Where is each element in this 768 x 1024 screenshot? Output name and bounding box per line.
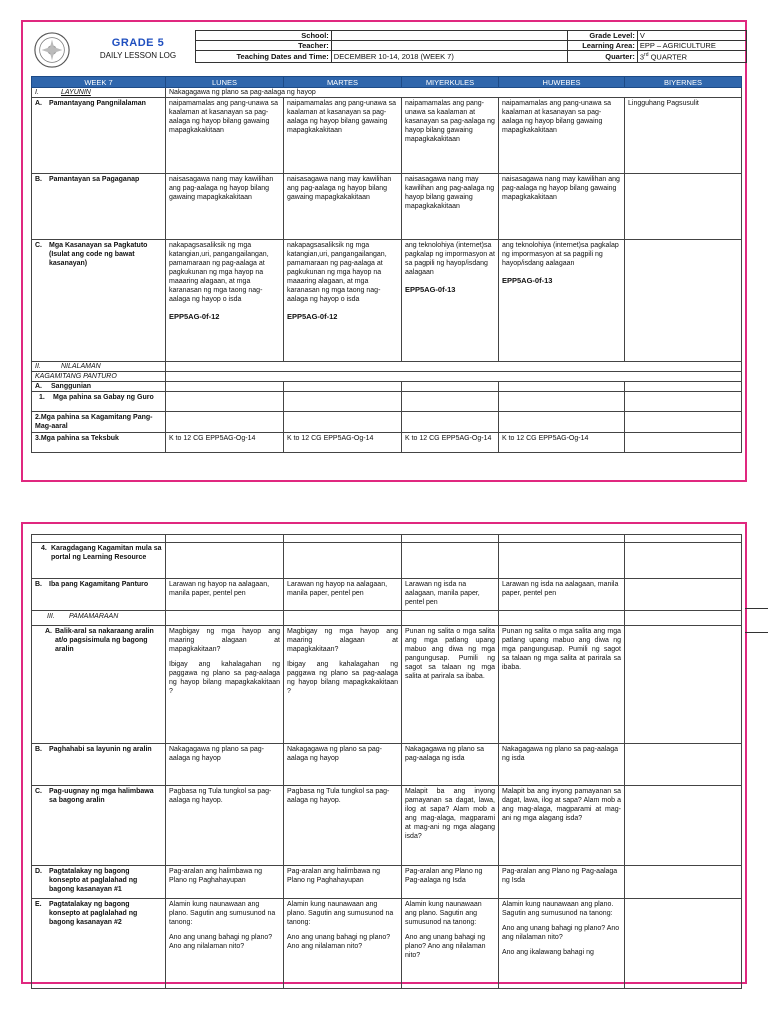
teksbuk-label: 3.Mga pahina sa Teksbuk bbox=[32, 433, 166, 453]
col-biyernes: BIYERNES bbox=[625, 77, 742, 88]
col-martes: MARTES bbox=[284, 77, 402, 88]
school-label: School: bbox=[196, 31, 332, 41]
row-label: A. Pamantayang Pangnilalaman bbox=[32, 98, 166, 174]
gabay-label: 1. Mga pahina sa Gabay ng Guro bbox=[32, 392, 166, 412]
table-row bbox=[32, 579, 742, 611]
cell-miyerkules: Larawan ng isda na aalagaan, manila paper, pentel pen bbox=[402, 579, 499, 611]
table-row bbox=[32, 240, 742, 362]
col-week: WEEK 7 bbox=[32, 77, 166, 88]
cell-miyerkules: Alamin kung naunawaan ang plano. Sagutin ang sumusunod na tanong: Ano ang unang bahagi ng plano? Ano ang nilalaman nito? bbox=[402, 899, 499, 989]
cell-martes: Larawan ng hayop na aalagaan, manila paper, pentel pen bbox=[284, 579, 402, 611]
row-label: B. Pamantayan sa Pagaganap bbox=[32, 174, 166, 240]
cell-lunes: naisasagawa nang may kawilihan ang pag-aalaga ng hayop bilang gawaing mapagkakakitaan bbox=[166, 174, 284, 240]
header-info-table bbox=[195, 30, 747, 63]
table-row bbox=[32, 174, 742, 240]
lesson-table-page-1 bbox=[31, 76, 742, 453]
pamamaraan-label: III. PAMAMARAAN bbox=[32, 611, 166, 626]
teacher-label: Teacher: bbox=[196, 41, 332, 51]
table-row bbox=[32, 98, 742, 174]
cell-huwebes: naisasagawa nang may kawilihan ang pag-aalaga ng hayop bilang gawaing mapagkakakitaan bbox=[499, 174, 625, 240]
layunin-label: I. LAYUNIN bbox=[32, 88, 166, 98]
cell-lunes: K to 12 CG EPP5AG-Og-14 bbox=[166, 433, 284, 453]
cell-martes: Pag-aralan ang halimbawa ng Plano ng Paghahayupan bbox=[284, 866, 402, 899]
margin-rule bbox=[745, 632, 768, 633]
lesson-log-page-1 bbox=[21, 20, 747, 482]
cell-martes: naisasagawa nang may kawilihan ang pag-aalaga ng hayop bilang gawaing mapagkakakitaan bbox=[284, 174, 402, 240]
competency-code: EPP5AG-0f-12 bbox=[169, 312, 220, 321]
cell-martes: K to 12 CG EPP5AG-Og-14 bbox=[284, 433, 402, 453]
table-row bbox=[32, 543, 742, 579]
pagtatalakay-2-label: E. Pagtatalakay ng bagong konsepto at paglalahad ng bagong kasanayan #2 bbox=[32, 899, 166, 989]
table-row bbox=[32, 362, 742, 372]
table-row bbox=[32, 433, 742, 453]
sanggunian-label: A. Sanggunian bbox=[32, 382, 166, 392]
cell-huwebes: Larawan ng isda na aalagaan, manila paper, pentel pen bbox=[499, 579, 625, 611]
cell-martes: naipamamalas ang pang-unawa sa kaalaman at kasanayan sa pag-aalaga ng hayop bilang gawaing mapagkakakitaan bbox=[284, 98, 402, 174]
paghahabi-label: B. Paghahabi sa layunin ng aralin bbox=[32, 744, 166, 786]
grade-title: GRADE 5 bbox=[111, 37, 165, 49]
quarter-value: 3rd QUARTER bbox=[637, 51, 746, 63]
cell-huwebes: Pag-aralan ang Plano ng Pag-aalaga ng Isda bbox=[499, 866, 625, 899]
cell-martes: Nakagagawa ng plano sa pag-aalaga ng hayop bbox=[284, 744, 402, 786]
cell-huwebes: ang teknolohiya (internet)sa pagkalap ng impormasyon at sa pagpili ng hayop/isdang aalagaan EPP5AG-0f-13 bbox=[499, 240, 625, 362]
cell-miyerkules: Punan ng salita o mga salita ang mga patlang upang mabuo ang diwa ng mga pangungusap. Pumili ng sagot sa talaan ng mga salita at parirala sa ibaba. bbox=[402, 626, 499, 744]
cell-lunes: Nakagagawa ng plano sa pag-aalaga ng hayop bbox=[166, 744, 284, 786]
dates-label: Teaching Dates and Time: bbox=[196, 51, 332, 63]
cell-lunes: Pag-aralan ang halimbawa ng Plano ng Paghahayupan bbox=[166, 866, 284, 899]
table-row bbox=[32, 744, 742, 786]
cell-martes: Pagbasa ng Tula tungkol sa pag-aalaga ng hayop. bbox=[284, 786, 402, 866]
iba-pang-label: B. Iba pang Kagamitang Panturo bbox=[32, 579, 166, 611]
table-row bbox=[32, 899, 742, 989]
cell-miyerkules: ang teknolohiya (internet)sa pagkalap ng impormasyon at sa pagpili ng hayop/isdang aalagaan EPP5AG-0f-13 bbox=[402, 240, 499, 362]
cell-martes: Alamin kung naunawaan ang plano. Sagutin ang sumusunod na tanong: Ano ang unang bahagi ng plano? Ano ang nilalaman nito? bbox=[284, 899, 402, 989]
pagtatalakay-1-label: D. Pagtatalakay ng bagong konsepto at paglalahad ng bagong kasanayan #1 bbox=[32, 866, 166, 899]
kagamitang-panturo-label: KAGAMITANG PANTURO bbox=[32, 372, 166, 382]
layunin-text: Nakagagawa ng plano sa pag-aalaga ng hayop bbox=[166, 88, 742, 98]
cell-lunes: Magbigay ng mga hayop ang maaring alagaan at mapagkakitaan? Ibigay ang kahalagahan ng paggawa ng plano sa pag-aalaga ng hayop bilang mapagkakakitaan ? bbox=[166, 626, 284, 744]
kagamitang-mag-aaral-label: 2.Mga pahina sa Kagamitang Pang-Mag-aaral bbox=[32, 412, 166, 433]
cell-martes: Magbigay ng mga hayop ang maaring alagaan at mapagkakitaan? Ibigay ang kahalagahan ng paggawa ng plano sa pag-aalaga ng hayop bilang mapagkakakitaan ? bbox=[284, 626, 402, 744]
cell-miyerkules: naipamamalas ang pang-unawa sa kaalaman at kasanayan sa pag-aalaga ng hayop bilang gawaing mapagkakakitaan bbox=[402, 98, 499, 174]
table-row bbox=[32, 626, 742, 744]
karagdagang-label: 4. Karagdagang Kagamitan mula sa portal ng Learning Resource bbox=[32, 543, 166, 579]
cell-miyerkules: K to 12 CG EPP5AG-Og-14 bbox=[402, 433, 499, 453]
table-row bbox=[32, 866, 742, 899]
deped-seal-icon bbox=[33, 31, 71, 69]
learning-area-label: Learning Area: bbox=[568, 41, 638, 51]
competency-code: EPP5AG-0f-13 bbox=[405, 285, 456, 294]
competency-code: EPP5AG-0f-13 bbox=[502, 276, 553, 285]
pag-uugnay-label: C. Pag-uugnay ng mga halimbawa sa bagong aralin bbox=[32, 786, 166, 866]
margin-rule bbox=[745, 608, 768, 609]
cell-lunes: Alamin kung naunawaan ang plano. Sagutin ang sumusunod na tanong: Ano ang unang bahagi ng plano? Ano ang nilalaman nito? bbox=[166, 899, 284, 989]
daily-lesson-log-title: DAILY LESSON LOG bbox=[99, 51, 177, 60]
table-row bbox=[32, 786, 742, 866]
learning-area-value: EPP – AGRICULTURE bbox=[637, 41, 746, 51]
col-huwebes: HUWEBES bbox=[499, 77, 625, 88]
table-header-row bbox=[32, 77, 742, 88]
nilalaman-label: II. NILALAMAN bbox=[32, 362, 166, 372]
cell-miyerkules: Nakagagawa ng plano sa pag-aalaga ng isda bbox=[402, 744, 499, 786]
dates-value: DECEMBER 10-14, 2018 (WEEK 7) bbox=[331, 51, 567, 63]
teacher-value bbox=[331, 41, 567, 51]
table-row bbox=[32, 611, 742, 626]
cell-biyernes bbox=[625, 174, 742, 240]
cell-huwebes: Malapit ba ang inyong pamayanan sa dagat, lawa, ilog at sapa? Alam mob a ang mag-alaga, magparami at mag-ani ng mga alagang isda? bbox=[499, 786, 625, 866]
school-value bbox=[331, 31, 567, 41]
cell-miyerkules: Malapit ba ang inyong pamayanan sa dagat, lawa, ilog at sapa? Alam mob a ang mag-alaga, magparami at mag-ani ng mga alagang isda? bbox=[402, 786, 499, 866]
cell-huwebes: Nakagagawa ng plano sa pag-aalaga ng isda bbox=[499, 744, 625, 786]
grade-level-label: Grade Level: bbox=[568, 31, 638, 41]
cell-lunes: naipamamalas ang pang-unawa sa kaalaman at kasanayan sa pag-aalaga ng hayop bilang gawaing mapagkakakitaan bbox=[166, 98, 284, 174]
cell-miyerkules: Pag-aralan ang Plano ng Pag-aalaga ng Isda bbox=[402, 866, 499, 899]
table-row bbox=[32, 88, 742, 98]
table-row bbox=[32, 392, 742, 412]
lesson-table-page-2 bbox=[31, 534, 742, 989]
col-lunes: LUNES bbox=[166, 77, 284, 88]
cell-huwebes: naipamamalas ang pang-unawa sa kaalaman at kasanayan sa pag-aalaga ng hayop bilang gawaing mapagkakakitaan bbox=[499, 98, 625, 174]
balik-aral-label: A. Balik-aral sa nakaraang aralin at/o pagsisimula ng bagong aralin bbox=[32, 626, 166, 744]
quarter-label: Quarter: bbox=[568, 51, 638, 63]
cell-lunes: Pagbasa ng Tula tungkol sa pag-aalaga ng hayop. bbox=[166, 786, 284, 866]
row-label: C. Mga Kasanayan sa Pagkatuto (Isulat ang code ng bawat kasanayan) bbox=[32, 240, 166, 362]
grade-level-value: V bbox=[637, 31, 746, 41]
table-row bbox=[32, 382, 742, 392]
table-row bbox=[32, 372, 742, 382]
cell-biyernes: Lingguhang Pagsusulit bbox=[625, 98, 742, 174]
cell-lunes: nakapagsasaliksik ng mga katangian,uri, pangangailangan, pamamaraan ng pag-aalaga at pagkukunan ng mga hayop na maaaring alagaan, at mga karanasan ng mga taong nag-aalaga ng hayop o isda EPP5AG-0f-12 bbox=[166, 240, 284, 362]
cell-biyernes bbox=[625, 240, 742, 362]
lesson-log-page-2 bbox=[21, 522, 747, 984]
cell-lunes: Larawan ng hayop na aalagaan, manila paper, pentel pen bbox=[166, 579, 284, 611]
table-row bbox=[32, 412, 742, 433]
cell-miyerkules: naisasagawa nang may kawilihan ang pag-aalaga ng hayop bilang gawaing mapagkakakitaan bbox=[402, 174, 499, 240]
col-miyerkules: MIYERKULES bbox=[402, 77, 499, 88]
competency-code: EPP5AG-0f-12 bbox=[287, 312, 338, 321]
cell-huwebes: Alamin kung naunawaan ang plano. Sagutin ang sumusunod na tanong: Ano ang unang bahagi ng plano? Ano ang nilalaman nito? Ano ang ikalawang bahagi ng bbox=[499, 899, 625, 989]
cell-huwebes: Punan ng salita o mga salita ang mga patlang upang mabuo ang diwa ng mga pangungusap. Pumili ng sagot sa talaan ng mga salita at parirala sa ibaba. bbox=[499, 626, 625, 744]
cell-huwebes: K to 12 CG EPP5AG-Og-14 bbox=[499, 433, 625, 453]
cell-martes: nakapagsasaliksik ng mga katangian,uri, pangangailangan, pamamaraan ng pag-aalaga at pagkukunan ng mga hayop na maaaring alagaan, at mga karanasan ng mga taong nag-aalaga ng hayop o isda EPP5AG-0f-12 bbox=[284, 240, 402, 362]
